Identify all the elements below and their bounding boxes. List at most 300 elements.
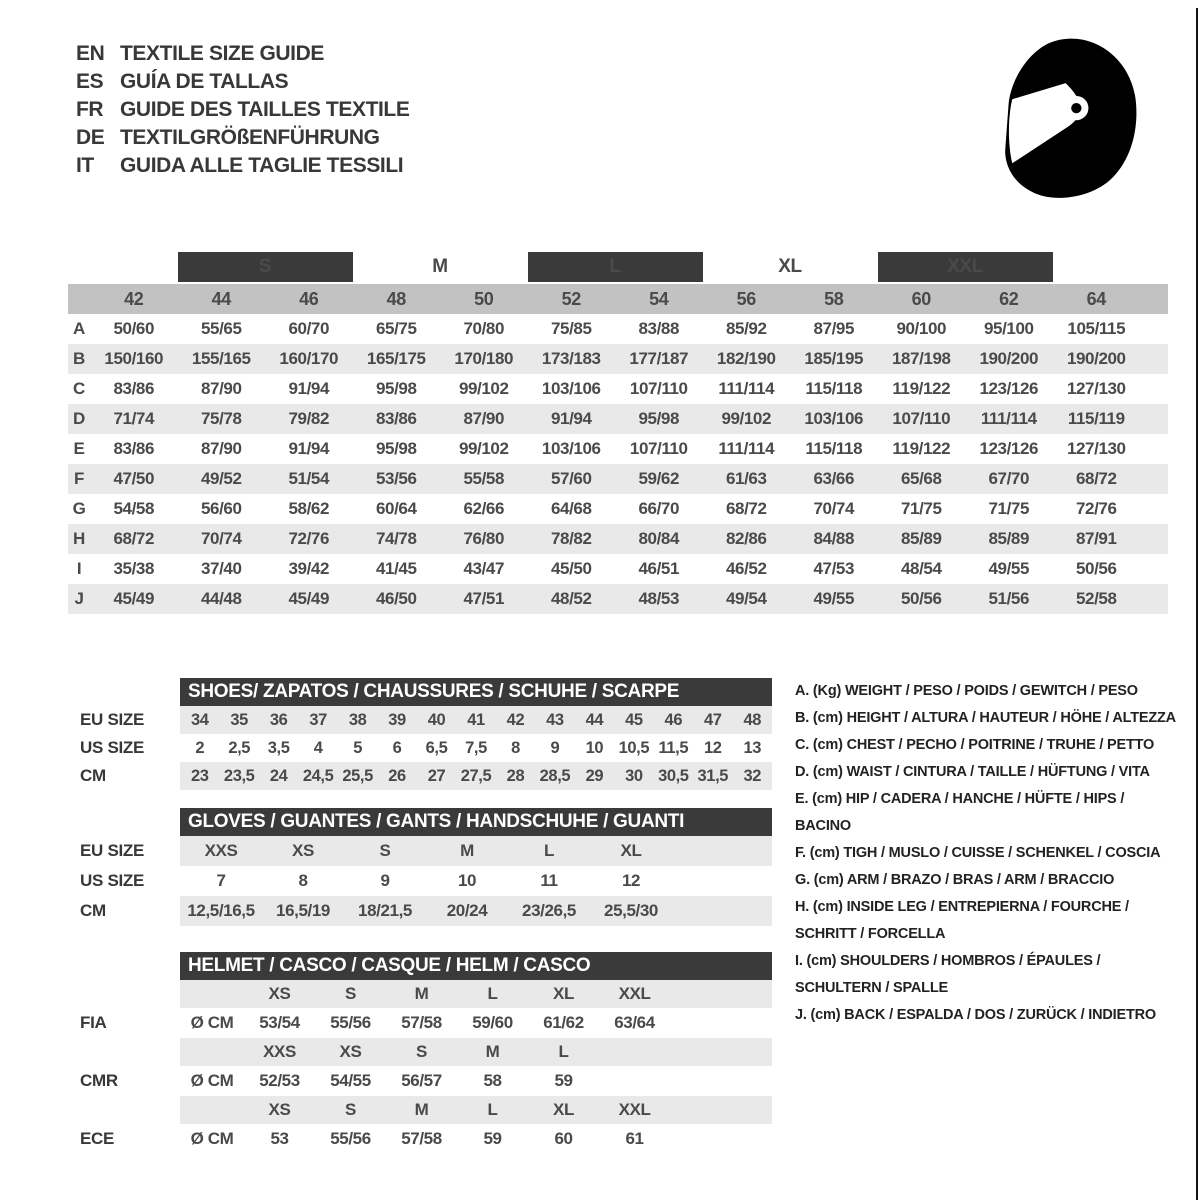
measurement-value: 115/118	[805, 379, 863, 398]
measurement-value: 95/100	[983, 319, 1034, 338]
measurement-value: 43/47	[463, 559, 505, 578]
value-cell: 29	[585, 766, 604, 785]
helmet-size-section	[68, 952, 772, 1154]
row-values	[180, 734, 772, 762]
value-cell: 27	[427, 766, 446, 785]
size-label: L	[487, 984, 498, 1003]
measurement-value: 55/65	[200, 319, 242, 338]
apparel-size-table	[68, 252, 1168, 614]
page-edge-line	[1196, 8, 1198, 1200]
measurement-value: 155/165	[178, 344, 266, 374]
value-cell: 20/24	[446, 901, 488, 920]
measurement-row-D	[68, 404, 1168, 434]
measurement-value: 95/98	[375, 379, 417, 398]
numeric-size: 58	[790, 283, 878, 314]
measurement-value: 65/68	[878, 464, 966, 494]
numeric-size: 60	[878, 283, 966, 314]
measurement-value: 47/50	[90, 464, 178, 494]
value-cell: 2,5	[228, 738, 251, 757]
measurement-value: 119/122	[892, 439, 951, 458]
value-cell: 35	[230, 710, 248, 729]
value-cell: 6,5	[425, 738, 448, 757]
measurement-value: 107/110	[878, 404, 966, 434]
measurement-value: 46/50	[353, 584, 441, 614]
standard-label: FIA	[80, 1013, 107, 1032]
language-title: GUÍA DE TALLAS	[120, 70, 289, 93]
language-title-list	[76, 40, 409, 180]
measurement-value: 107/110	[629, 379, 688, 398]
value-cell: 59	[483, 1129, 502, 1148]
numeric-size: 50	[440, 283, 528, 314]
measurement-row-E	[68, 434, 1168, 464]
measurement-value: 72/76	[265, 524, 353, 554]
legend-item: J. (cm) BACK / ESPALDA / DOS / ZURÜCK / INDIETRO	[795, 1007, 1156, 1023]
measurement-value: 66/70	[638, 499, 680, 518]
spacer-cell	[1140, 554, 1168, 584]
value-cell: 57/58	[401, 1013, 442, 1032]
value-cell: 8	[298, 871, 308, 890]
value-cell: 28,5	[539, 766, 571, 785]
value-cell: 9	[380, 871, 390, 890]
value-cell: 54/55	[330, 1071, 371, 1090]
measurement-value: 173/183	[528, 344, 616, 374]
helmet-values	[180, 1066, 772, 1096]
measurement-value: 105/115	[1067, 319, 1126, 338]
language-code: DE	[76, 126, 105, 149]
measurement-value: 83/88	[638, 319, 680, 338]
measurement-value: 111/114	[718, 379, 775, 398]
value-cell: XS	[292, 841, 314, 860]
row-label: CM	[80, 766, 106, 785]
size-label: M	[414, 984, 429, 1003]
value-cell: 59/60	[472, 1013, 513, 1032]
size-group-XL: XL	[703, 252, 878, 283]
measurement-value: 41/45	[375, 559, 417, 578]
value-cell: 38	[348, 710, 367, 729]
section-row	[68, 734, 772, 762]
measurement-value: 56/60	[200, 499, 242, 518]
language-code: EN	[76, 42, 105, 65]
measurement-value: 111/114	[718, 439, 775, 458]
measurement-value: 187/198	[878, 344, 966, 374]
size-label: L	[487, 1100, 498, 1119]
measurement-value: 107/110	[629, 439, 688, 458]
language-code: IT	[76, 154, 94, 177]
racing-helmet-graphic	[982, 24, 1160, 210]
value-cell: 2	[195, 738, 205, 757]
spacer-cell	[1053, 252, 1141, 283]
value-cell: 24,5	[302, 766, 334, 785]
measurement-value: 123/126	[979, 379, 1039, 398]
measurement-value: 91/94	[288, 379, 330, 398]
section-label-spacer	[68, 808, 180, 836]
row-letter: I	[76, 559, 82, 578]
standard-label: CMR	[80, 1071, 118, 1090]
measurement-value: 87/91	[1053, 524, 1141, 554]
measurement-legend	[795, 678, 1183, 1029]
measurement-value: 51/56	[965, 584, 1053, 614]
section-label-spacer	[68, 952, 180, 980]
helmet-size-labels	[180, 980, 772, 1008]
section-label-spacer	[68, 678, 180, 706]
value-cell: 61	[625, 1129, 644, 1148]
value-cell: 52/53	[259, 1071, 300, 1090]
value-cell: 44	[585, 710, 604, 729]
spacer-cell	[1140, 494, 1168, 524]
value-cell: 7	[216, 871, 226, 890]
measurement-value: 79/82	[265, 404, 353, 434]
measurement-value: 91/94	[528, 404, 616, 434]
gloves-section-title: GLOVES / GUANTES / GANTS / HANDSCHUHE / GUANTI	[180, 808, 772, 836]
value-cell: 23	[190, 766, 209, 785]
value-cell: 8	[511, 738, 520, 757]
value-cell: 9	[550, 738, 560, 757]
value-cell: 43	[546, 710, 564, 729]
measurement-value: 115/119	[1053, 404, 1141, 434]
section-title-row	[68, 808, 772, 836]
measurement-value: 123/126	[979, 439, 1039, 458]
legend-item: G. (cm) ARM / BRAZO / BRAS / ARM / BRACCIO	[795, 872, 1115, 888]
section-row	[68, 706, 772, 734]
measurement-value: 90/100	[896, 319, 947, 338]
racing-helmet-icon	[982, 24, 1160, 210]
measurement-value: 71/75	[988, 499, 1030, 518]
measurement-value: 64/68	[550, 499, 592, 518]
measurement-value: 74/78	[353, 524, 441, 554]
legend-item: H. (cm) INSIDE LEG / ENTREPIERNA / FOURCHE / SCHRITT / FORCELLA	[795, 899, 1129, 942]
row-values	[180, 836, 772, 866]
value-cell: 28	[506, 766, 525, 785]
value-cell: 11,5	[658, 738, 689, 757]
legend-item: C. (cm) CHEST / PECHO / POITRINE / TRUHE / PETTO	[795, 737, 1155, 753]
gloves-size-section	[68, 808, 772, 926]
value-cell: 58	[483, 1071, 502, 1090]
measurement-row-I	[68, 554, 1168, 584]
diameter-unit: Ø CM	[190, 1013, 234, 1032]
value-cell: 10	[585, 738, 604, 757]
measurement-row-C	[68, 374, 1168, 404]
size-label: XS	[339, 1042, 362, 1061]
value-cell: 42	[506, 710, 525, 729]
helmet-data-row-CMR	[68, 1066, 772, 1096]
spacer-cell	[1140, 314, 1168, 344]
spacer-cell	[1140, 464, 1168, 494]
measurement-value: 103/106	[541, 379, 601, 398]
row-letter: J	[68, 584, 90, 614]
measurement-value: 61/63	[703, 464, 791, 494]
helmet-size-labels	[180, 1096, 772, 1124]
measurement-value: 54/58	[113, 499, 155, 518]
measurement-value: 70/74	[178, 524, 266, 554]
spacer-cell	[68, 283, 90, 314]
measurement-value: 91/94	[288, 439, 330, 458]
measurement-value: 103/106	[790, 404, 878, 434]
numeric-size: 62	[965, 283, 1053, 314]
measurement-value: 83/86	[353, 404, 441, 434]
measurement-value: 150/160	[90, 344, 178, 374]
measurement-value: 119/122	[892, 379, 951, 398]
size-label: XXL	[618, 984, 651, 1003]
measurement-value: 39/42	[288, 559, 330, 578]
measurement-value: 47/53	[813, 559, 855, 578]
spacer-cell	[1140, 584, 1168, 614]
row-letter: C	[73, 379, 85, 398]
measurement-row-H	[68, 524, 1168, 554]
row-values	[180, 706, 772, 734]
value-cell: 16,5/19	[276, 901, 330, 920]
language-code: ES	[76, 70, 104, 93]
measurement-value: 60/64	[375, 499, 417, 518]
value-cell: 47	[704, 710, 722, 729]
row-values	[180, 866, 772, 896]
spacer-cell	[1140, 344, 1168, 374]
measurement-value: 80/84	[615, 524, 703, 554]
value-cell: 55/56	[330, 1129, 371, 1148]
measurement-value: 48/53	[615, 584, 703, 614]
row-label-spacer	[68, 980, 180, 1008]
language-title: GUIDE DES TAILLES TEXTILE	[120, 98, 410, 121]
measurement-value: 185/195	[790, 344, 878, 374]
row-letter: F	[68, 464, 90, 494]
size-label: XS	[268, 984, 291, 1003]
size-label: M	[414, 1100, 429, 1119]
measurement-value: 50/60	[113, 319, 155, 338]
value-cell: 18/21,5	[358, 901, 412, 920]
size-group-M: M	[353, 252, 528, 283]
legend-item: B. (cm) HEIGHT / ALTURA / HAUTEUR / HÖHE / ALTEZZA	[795, 710, 1176, 726]
size-group-S: S	[178, 252, 353, 283]
language-title: TEXTILE SIZE GUIDE	[120, 42, 324, 65]
measurement-value: 55/58	[440, 464, 528, 494]
measurement-value: 49/54	[703, 584, 791, 614]
language-row	[76, 96, 409, 124]
helmet-data-row-ECE	[68, 1124, 772, 1154]
size-label: S	[345, 984, 356, 1003]
row-letter: H	[68, 524, 90, 554]
helmet-values	[180, 1124, 772, 1154]
value-cell: 11	[540, 871, 558, 890]
row-values	[180, 762, 772, 790]
value-cell: 3,5	[267, 738, 290, 757]
measurement-value: 45/49	[90, 584, 178, 614]
measurement-value: 72/76	[1076, 499, 1117, 518]
measurement-row-A	[68, 314, 1168, 344]
row-label: EU SIZE	[80, 841, 145, 860]
value-cell: 30,5	[658, 766, 689, 785]
spacer-cell	[1140, 283, 1168, 314]
value-cell: 59	[554, 1071, 573, 1090]
row-label: US SIZE	[80, 871, 145, 890]
value-cell: 53/54	[259, 1013, 300, 1032]
measurement-value: 48/52	[528, 584, 616, 614]
value-cell: XL	[620, 841, 642, 860]
value-cell: 48	[743, 710, 762, 729]
standard-label: ECE	[80, 1129, 115, 1148]
size-label: L	[558, 1042, 569, 1061]
measurement-value: 99/102	[458, 379, 509, 398]
value-cell: 4	[313, 738, 323, 757]
measurement-value: 37/40	[200, 559, 242, 578]
value-cell: 12,5/16,5	[187, 901, 255, 920]
value-cell: 5	[353, 738, 362, 757]
spacer-cell	[90, 252, 178, 283]
measurement-value: 87/90	[200, 379, 242, 398]
measurement-value: 99/102	[458, 439, 509, 458]
measurement-value: 49/55	[988, 559, 1030, 578]
measurement-value: 45/49	[265, 584, 353, 614]
measurement-value: 82/86	[703, 524, 791, 554]
value-cell: 25,5/30	[604, 901, 658, 920]
shoes-section-title: SHOES/ ZAPATOS / CHAUSSURES / SCHUHE / SCARPE	[180, 678, 772, 706]
spacer-cell	[1140, 404, 1168, 434]
numeric-size: 46	[265, 283, 353, 314]
value-cell: 23,5	[223, 766, 255, 785]
section-row	[68, 866, 772, 896]
measurement-value: 70/80	[463, 319, 505, 338]
size-label: XL	[553, 984, 574, 1003]
value-cell: 46	[664, 710, 683, 729]
value-cell: M	[460, 841, 474, 860]
measurement-value: 62/66	[463, 499, 505, 518]
helmet-size-header-row	[68, 1096, 772, 1124]
section-title-row	[68, 952, 772, 980]
value-cell: 26	[388, 766, 406, 785]
helmet-size-header-row	[68, 1038, 772, 1066]
measurement-value: 177/187	[615, 344, 703, 374]
measurement-value: 95/98	[615, 404, 703, 434]
language-row	[76, 124, 409, 152]
row-values	[180, 896, 772, 926]
measurement-value: 59/62	[615, 464, 703, 494]
measurement-value: 111/114	[965, 404, 1053, 434]
numeric-size-header-row	[68, 283, 1168, 314]
measurement-value: 48/54	[900, 559, 942, 578]
row-letter: D	[68, 404, 90, 434]
measurement-value: 65/75	[375, 319, 417, 338]
measurement-value: 68/72	[1053, 464, 1141, 494]
measurement-value: 50/56	[878, 584, 966, 614]
measurement-value: 75/78	[178, 404, 266, 434]
value-cell: XXS	[204, 841, 238, 860]
value-cell: 32	[743, 766, 762, 785]
spacer-cell	[1140, 524, 1168, 554]
spacer-cell	[68, 252, 90, 283]
row-letter: G	[72, 499, 86, 518]
size-group-header-row	[68, 252, 1168, 283]
measurement-value: 85/89	[965, 524, 1053, 554]
measurement-value: 76/80	[440, 524, 528, 554]
size-group-XXL: XXL	[878, 252, 1053, 283]
value-cell: 37	[309, 710, 327, 729]
size-label: XXS	[263, 1042, 296, 1061]
measurement-value: 63/66	[790, 464, 878, 494]
measurement-value: 103/106	[541, 439, 601, 458]
size-group-L: L	[528, 252, 703, 283]
value-cell: 23/26,5	[522, 901, 576, 920]
value-cell: 13	[743, 738, 762, 757]
measurement-value: 60/70	[288, 319, 330, 338]
helmet-section-title: HELMET / CASCO / CASQUE / HELM / CASCO	[180, 952, 772, 980]
size-label: S	[416, 1042, 427, 1061]
diameter-unit: Ø CM	[190, 1129, 234, 1148]
measurement-value: 182/190	[703, 344, 791, 374]
language-row	[76, 152, 409, 180]
measurement-value: 87/90	[440, 404, 528, 434]
measurement-value: 70/74	[813, 499, 855, 518]
measurement-value: 87/95	[813, 319, 855, 338]
measurement-value: 95/98	[375, 439, 417, 458]
measurement-row-F	[68, 464, 1168, 494]
section-title-row	[68, 678, 772, 706]
spacer-cell	[1140, 252, 1168, 283]
value-cell: 57/58	[401, 1129, 442, 1148]
measurement-value: 85/92	[725, 319, 767, 338]
numeric-size: 42	[90, 283, 178, 314]
value-cell: 56/57	[401, 1071, 442, 1090]
measurement-value: 99/102	[703, 404, 791, 434]
legend-item: I. (cm) SHOULDERS / HOMBROS / ÉPAULES / SCHULTERN / SPALLE	[795, 953, 1101, 996]
measurement-value: 51/54	[265, 464, 353, 494]
measurement-value: 53/56	[353, 464, 441, 494]
value-cell: 31,5	[697, 766, 729, 785]
measurement-value: 127/130	[1066, 379, 1126, 398]
measurement-value: 52/58	[1053, 584, 1141, 614]
row-letter: E	[73, 439, 85, 458]
numeric-size: 48	[353, 283, 441, 314]
diameter-unit: Ø CM	[190, 1071, 234, 1090]
measurement-value: 190/200	[965, 344, 1053, 374]
size-label: XXL	[618, 1100, 651, 1119]
value-cell: 25,5	[342, 766, 373, 785]
row-label: EU SIZE	[80, 710, 145, 729]
value-cell: 60	[554, 1129, 573, 1148]
measurement-value: 83/86	[113, 439, 155, 458]
measurement-value: 50/56	[1076, 559, 1117, 578]
value-cell: 10,5	[618, 738, 650, 757]
measurement-value: 46/52	[725, 559, 767, 578]
measurement-value: 68/72	[725, 499, 767, 518]
value-cell: 36	[269, 710, 288, 729]
language-row	[76, 40, 409, 68]
measurement-row-G	[68, 494, 1168, 524]
language-title: TEXTILGRÖßENFÜHRUNG	[120, 126, 380, 149]
numeric-size: 44	[178, 283, 266, 314]
size-label: M	[485, 1042, 500, 1061]
value-cell: 30	[625, 766, 643, 785]
row-label-spacer	[68, 1096, 180, 1124]
spacer-cell	[1140, 374, 1168, 404]
measurement-row-J	[68, 584, 1168, 614]
size-label: XS	[268, 1100, 291, 1119]
measurement-row-B	[68, 344, 1168, 374]
value-cell: 63/64	[614, 1013, 655, 1032]
size-label: S	[345, 1100, 356, 1119]
legend-item: A. (Kg) WEIGHT / PESO / POIDS / GEWITCH / PESO	[795, 683, 1138, 699]
value-cell: 27,5	[460, 766, 492, 785]
measurement-value: 47/51	[440, 584, 528, 614]
legend-item: D. (cm) WAIST / CINTURA / TAILLE / HÜFTUNG / VITA	[795, 764, 1150, 780]
language-title: GUIDA ALLE TAGLIE TESSILI	[120, 154, 404, 177]
value-cell: 39	[388, 710, 406, 729]
numeric-size: 56	[703, 283, 791, 314]
spacer-cell	[1140, 434, 1168, 464]
measurement-value: 115/118	[805, 439, 863, 458]
language-code: FR	[76, 98, 104, 121]
legend-item: E. (cm) HIP / CADERA / HANCHE / HÜFTE / HIPS / BACINO	[795, 791, 1125, 834]
helmet-size-labels	[180, 1038, 772, 1066]
helmet-data-row-FIA	[68, 1008, 772, 1038]
size-label: XL	[553, 1100, 574, 1119]
